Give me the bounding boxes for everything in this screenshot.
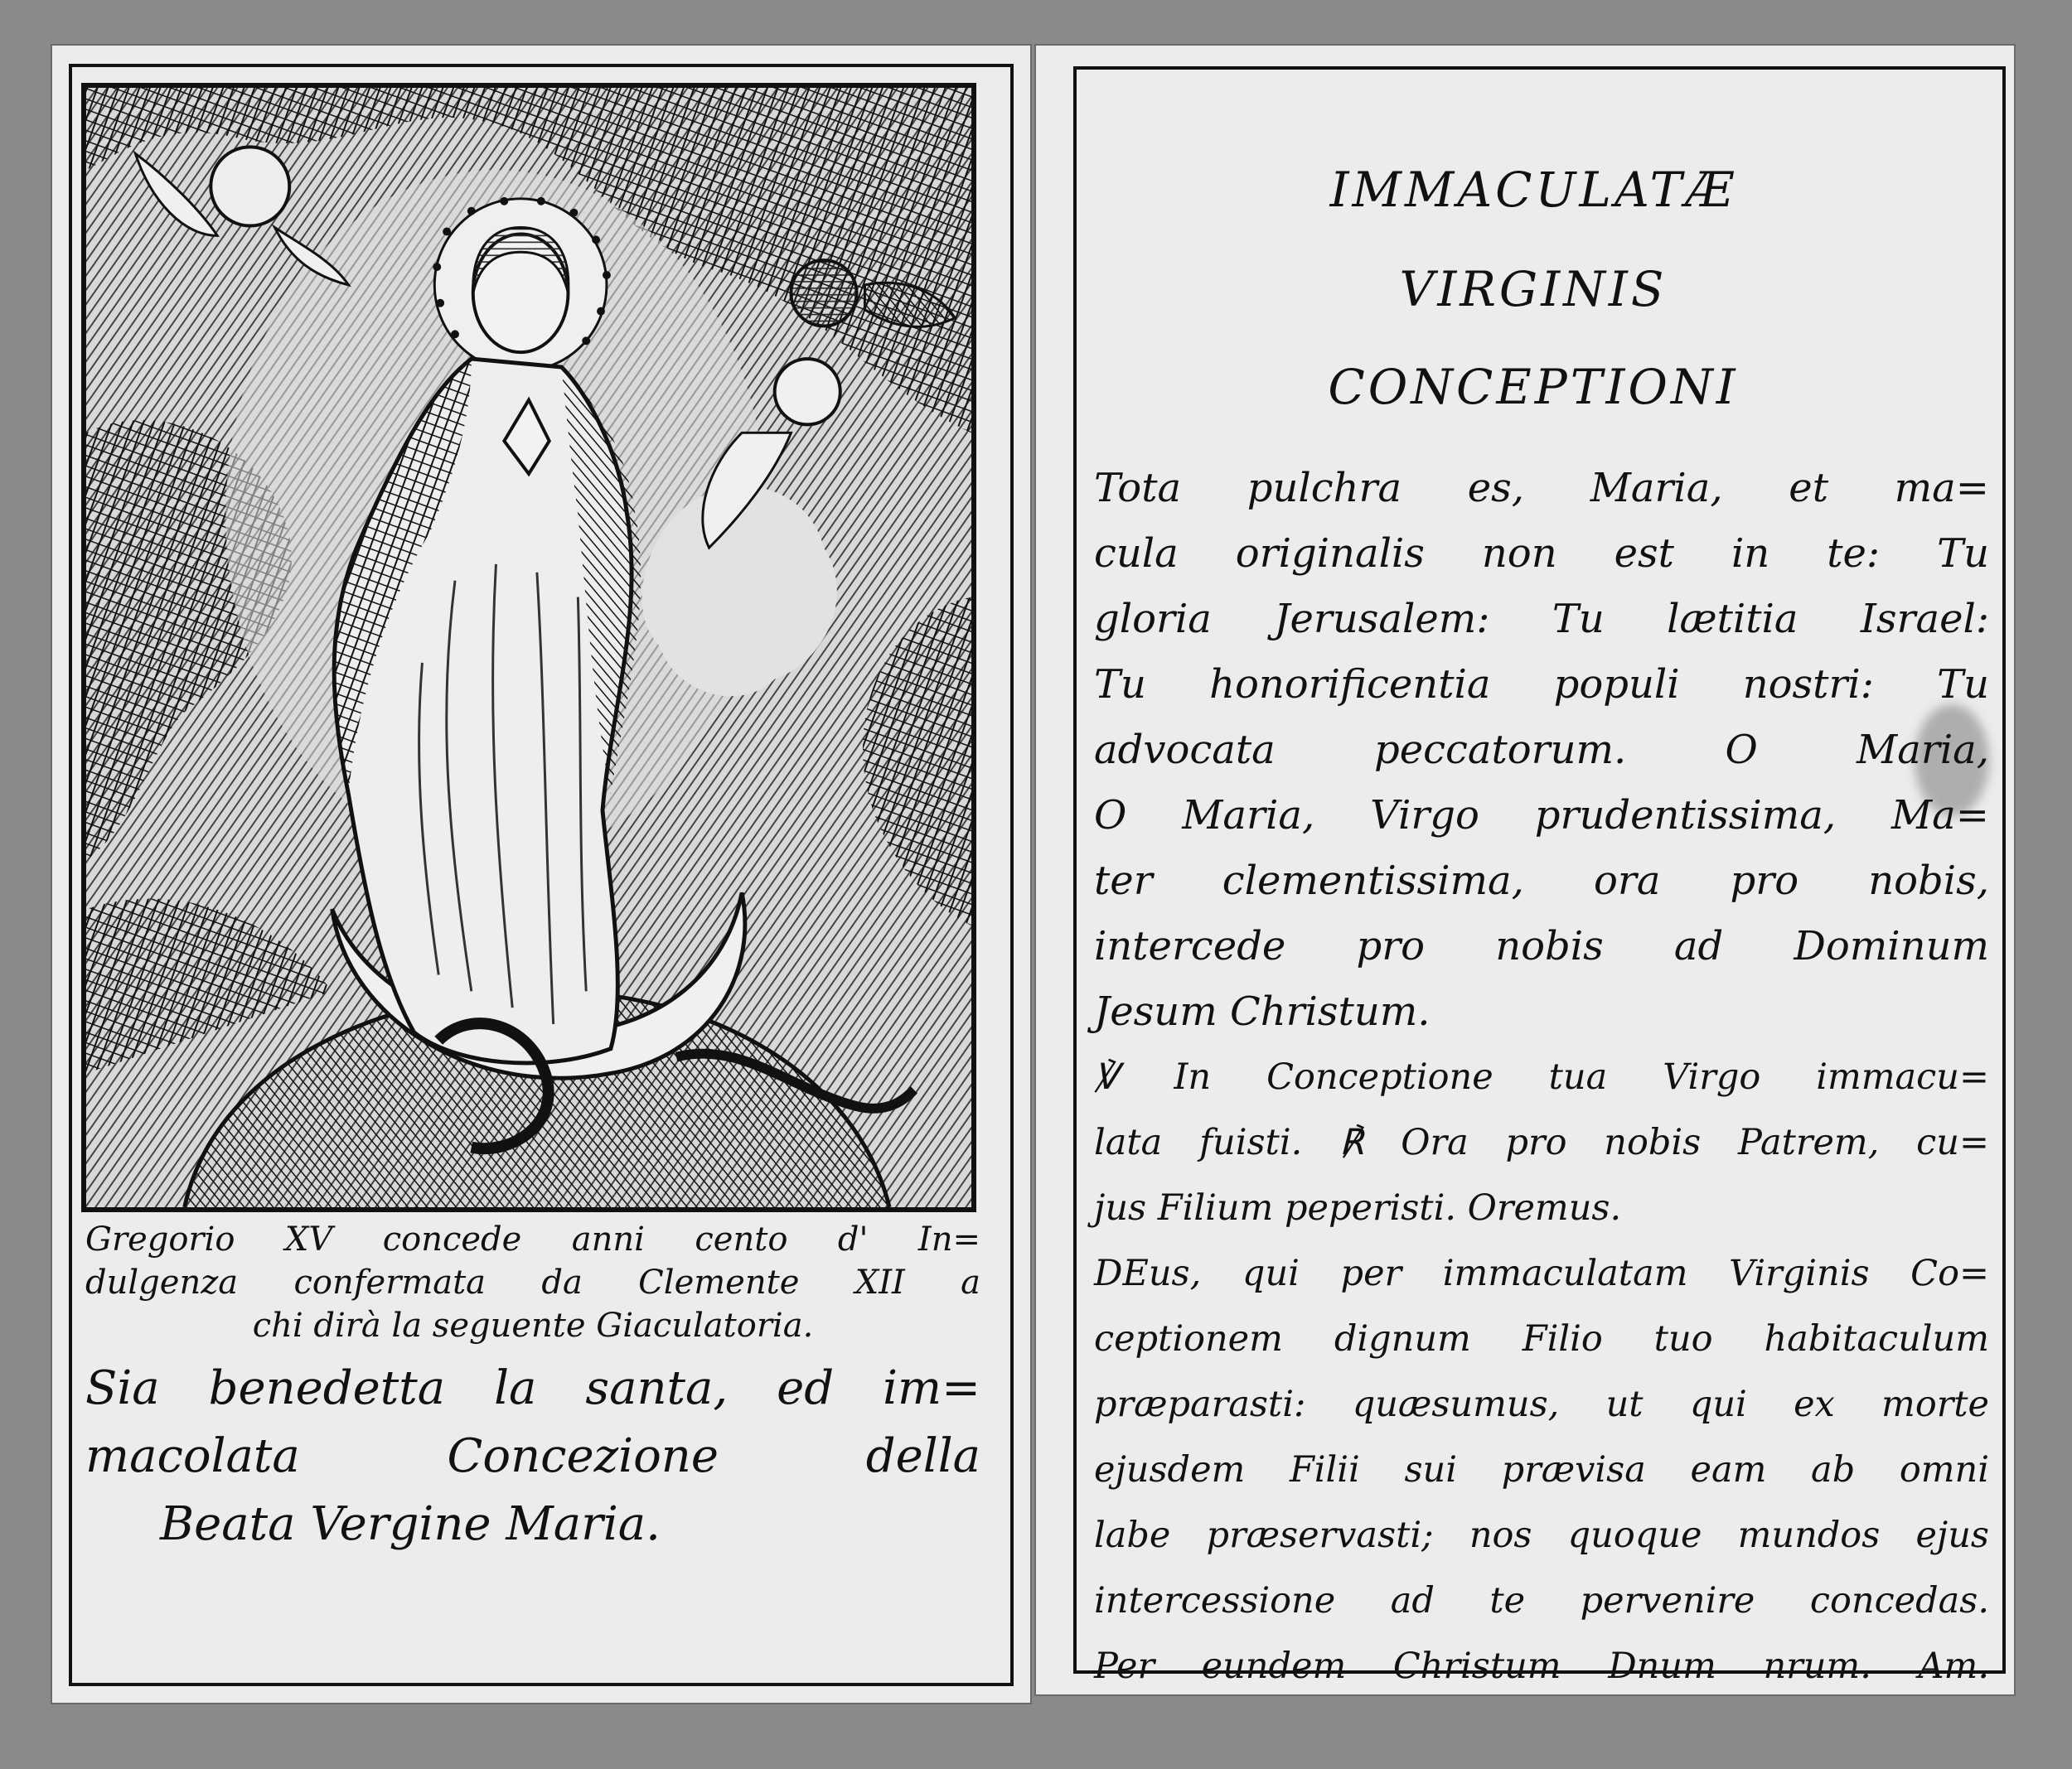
versicle-line: jus Filium peperisti. Oremus. <box>1094 1187 1622 1229</box>
versicle-line: ℣ In Conceptione tua Virgo immacu= <box>1094 1056 1989 1098</box>
collect-line: præparasti: quæsumus, ut qui ex morte <box>1094 1384 1989 1425</box>
prayer-line: Tu honorificentia populi nostri: Tu <box>1094 661 1989 708</box>
engraving-illustration <box>86 88 971 1207</box>
prayer-line: intercede pro nobis ad Dominum <box>1094 923 1989 969</box>
collect-line: ejusdem Filii sui prævisa eam ab omni <box>1094 1449 1989 1491</box>
collect-line: Per eundem Christum Dnum nrum. Am. <box>1094 1646 1989 1687</box>
indulgence-caption-line: dulgenza confermata da Clemente XII a <box>85 1264 980 1302</box>
title-line-1: IMMACULATÆ <box>1329 162 1737 218</box>
indulgence-caption-line: chi dirà la seguente Giaculatoria. <box>252 1307 814 1345</box>
ejaculation-line: Sia benedetta la santa, ed im= <box>85 1361 980 1415</box>
versicle-line: lata fuisti. ℟ Ora pro nobis Patrem, cu= <box>1094 1122 1989 1163</box>
left-page <box>52 46 1030 1703</box>
collect-line: labe præservasti; nos quoque mundos ejus <box>1094 1515 1989 1556</box>
immaculate-conception-engraving <box>81 83 976 1212</box>
collect-line: ceptionem dignum Filio tuo habitaculum <box>1094 1318 1989 1360</box>
prayer-line: ter clementissima, ora pro nobis, <box>1094 858 1989 904</box>
right-page <box>1036 46 2014 1694</box>
title-line-2: VIRGINIS <box>1399 261 1668 317</box>
prayer-line: cula originalis non est in te: Tu <box>1094 530 1989 577</box>
ejaculation-text <box>85 1355 980 1559</box>
prayer-line: Tota pulchra es, Maria, et ma= <box>1094 465 1989 511</box>
prayer-line: advocata peccatorum. O Maria, <box>1094 727 1989 773</box>
prayer-text <box>1094 456 1989 1699</box>
prayer-line: gloria Jerusalem: Tu lætitia Israel: <box>1094 596 1989 642</box>
indulgence-caption <box>85 1218 980 1347</box>
prayer-line: O Maria, Virgo prudentissima, Ma= <box>1094 792 1989 839</box>
collect-line: DEus, qui per immaculatam Virginis Co= <box>1094 1253 1989 1294</box>
ejaculation-line: Beata Vergine Maria. <box>160 1497 661 1551</box>
title-line-3: CONCEPTIONI <box>1328 359 1739 415</box>
ejaculation-line: macolata Concezione della <box>85 1429 980 1483</box>
collect-line: intercessione ad te pervenire concedas. <box>1094 1580 1989 1622</box>
indulgence-caption-line: Gregorio XV concede anni cento d' In= <box>85 1220 980 1259</box>
prayer-line: Jesum Christum. <box>1094 988 1431 1035</box>
